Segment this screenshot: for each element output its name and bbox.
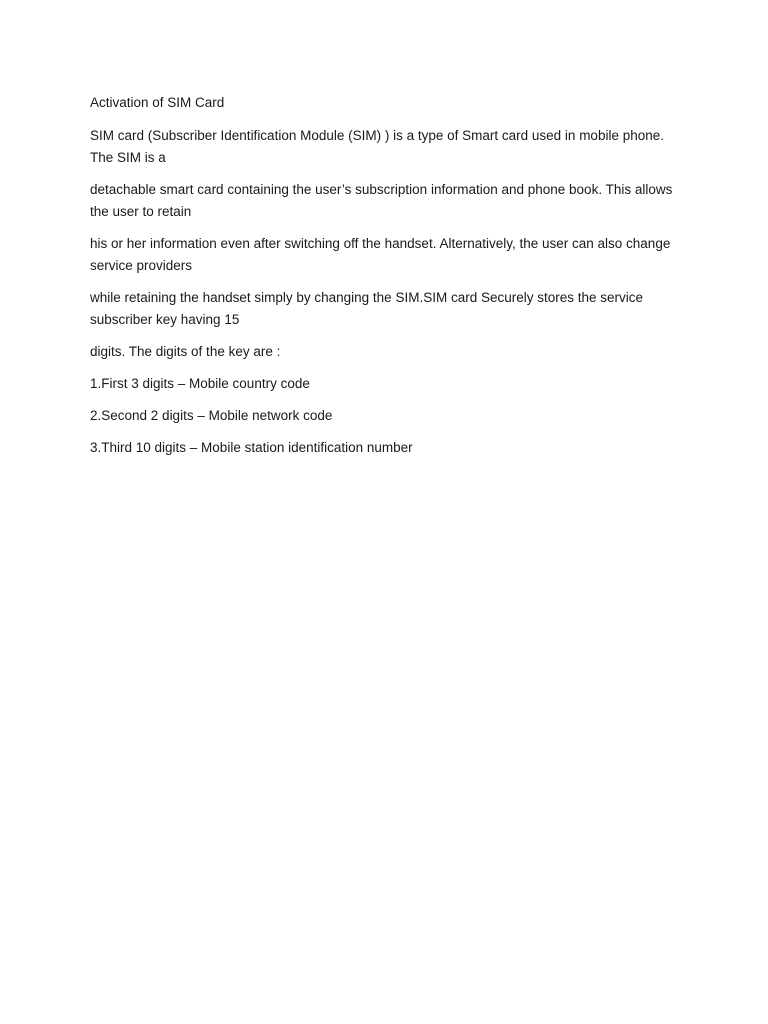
paragraph: while retaining the handset simply by changing the SIM.SIM card Securely stores the service subscriber key having 15 — [90, 290, 644, 327]
document-title: Activation of SIM Card — [90, 95, 225, 110]
paragraph: his or her information even after switching off the handset. Alternatively, the user can also change service providers — [90, 236, 671, 273]
list-item: 2.Second 2 digits – Mobile network code — [90, 408, 333, 423]
document-body — [90, 93, 690, 469]
paragraph: digits. The digits of the key are : — [90, 344, 281, 359]
paragraph: SIM card (Subscriber Identification Module (SIM) ) is a type of Smart card used in mobile phone. The SIM is a — [90, 128, 665, 165]
list-item: 1.First 3 digits – Mobile country code — [90, 376, 310, 391]
paragraph: detachable smart card containing the user’s subscription information and phone book. This allows the user to retain — [90, 182, 673, 219]
list-item: 3.Third 10 digits – Mobile station identification number — [90, 440, 413, 455]
